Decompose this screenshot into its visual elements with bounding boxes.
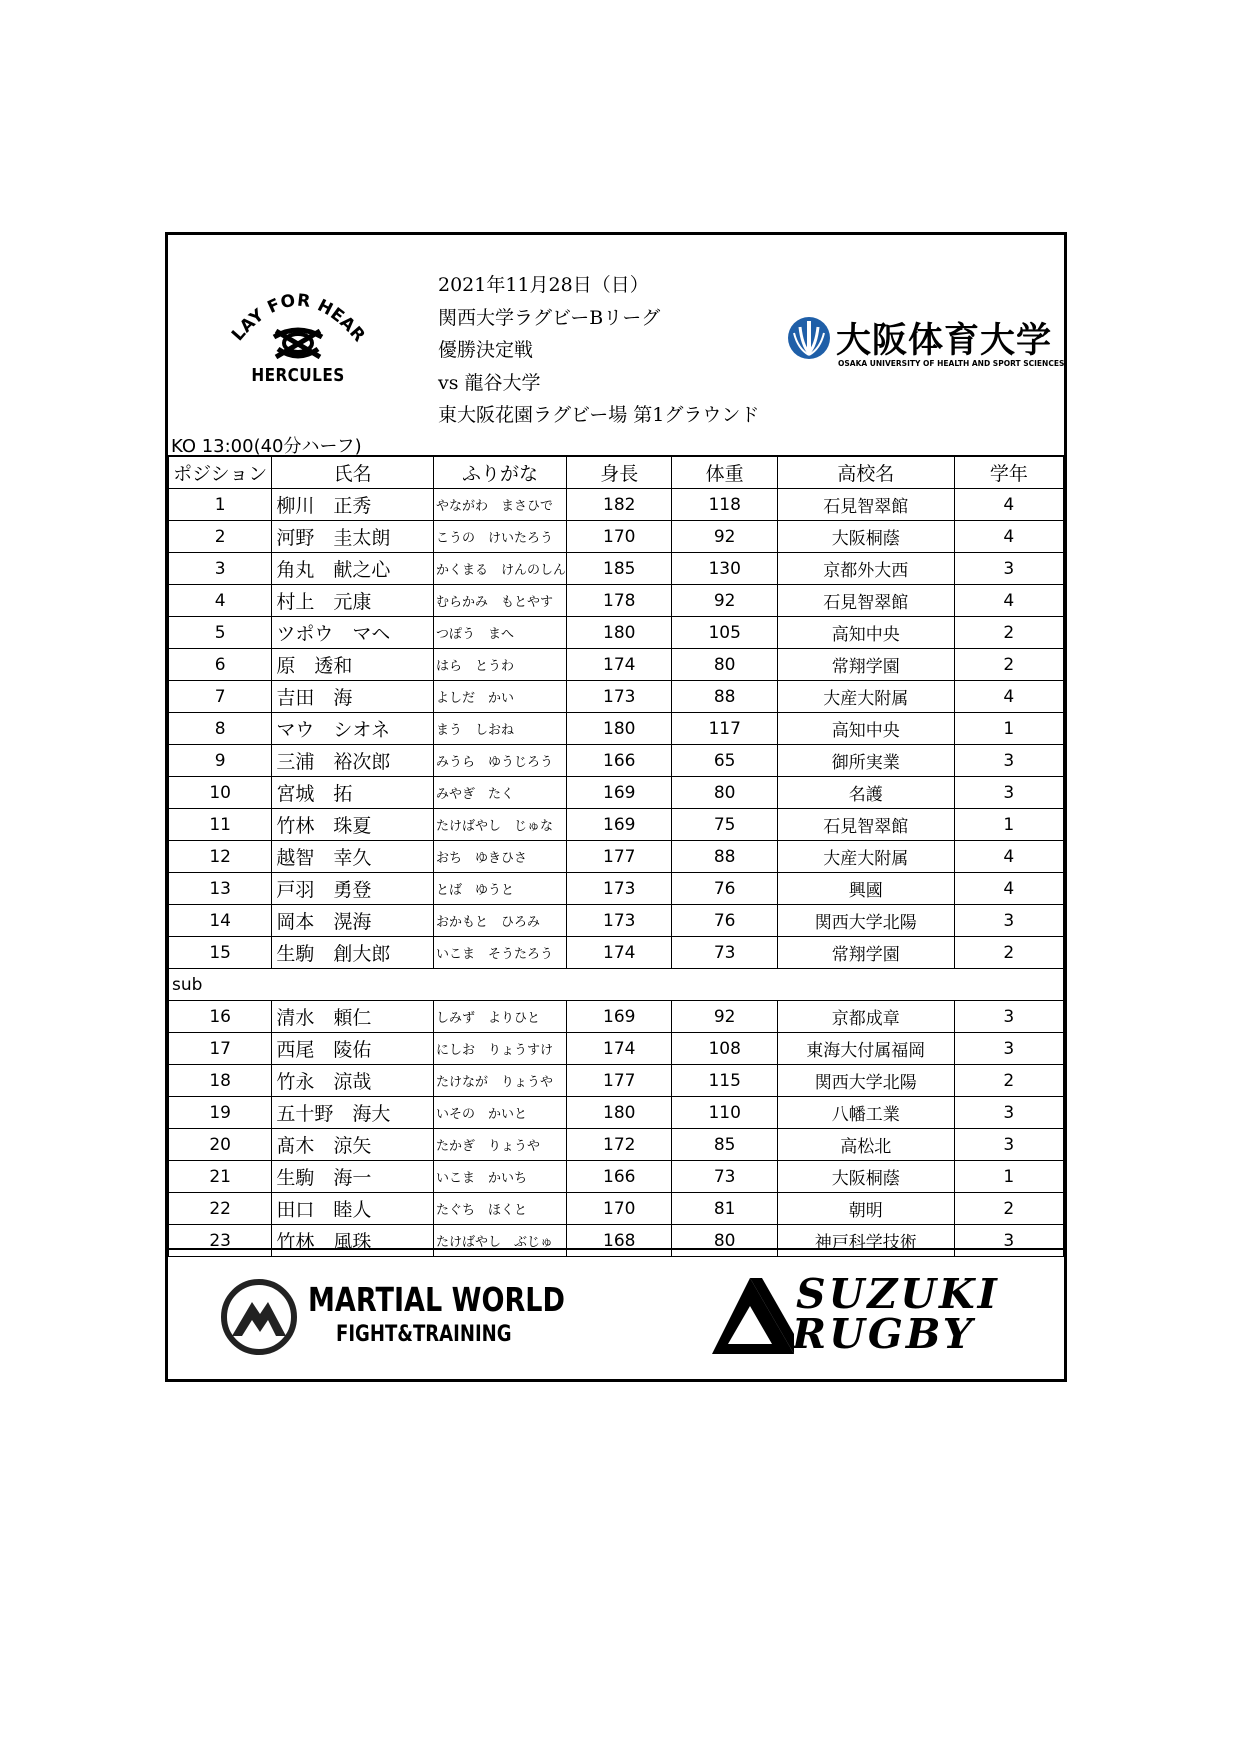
cell-height: 182 <box>567 489 672 521</box>
cell-pos: 15 <box>169 937 272 969</box>
rugby-text: RUGBY <box>792 1310 976 1358</box>
cell-height: 166 <box>567 1161 672 1193</box>
cell-weight: 110 <box>672 1097 777 1129</box>
table-row <box>169 777 1064 809</box>
cell-pos: 6 <box>169 649 272 681</box>
match-info <box>438 269 759 432</box>
cell-weight: 81 <box>672 1193 777 1225</box>
cell-pos: 10 <box>169 777 272 809</box>
cell-pos: 8 <box>169 713 272 745</box>
cell-kana: やながわ まさひで <box>434 489 567 521</box>
cell-weight: 80 <box>672 777 777 809</box>
cell-weight: 76 <box>672 873 777 905</box>
col-furigana: ふりがな <box>434 456 567 489</box>
cell-year: 2 <box>954 937 1063 969</box>
cell-name: 髙木 涼矢 <box>272 1129 434 1161</box>
cell-year: 3 <box>954 1129 1063 1161</box>
table-row <box>169 841 1064 873</box>
cell-name: 西尾 陵佑 <box>272 1033 434 1065</box>
sub-separator-row <box>169 969 1064 1001</box>
cell-weight: 65 <box>672 745 777 777</box>
cell-year: 1 <box>954 1161 1063 1193</box>
table-row <box>169 1097 1064 1129</box>
cell-school: 関西大学北陽 <box>777 905 954 937</box>
cell-year: 3 <box>954 777 1063 809</box>
cell-pos: 20 <box>169 1129 272 1161</box>
cell-year: 1 <box>954 713 1063 745</box>
table-row <box>169 1161 1064 1193</box>
col-year: 学年 <box>954 456 1063 489</box>
cell-weight: 80 <box>672 1225 777 1257</box>
cell-school: 八幡工業 <box>777 1097 954 1129</box>
table-row <box>169 617 1064 649</box>
cell-name: マウ シオネ <box>272 713 434 745</box>
cell-name: 清水 頼仁 <box>272 1001 434 1033</box>
cell-name: 戸羽 勇登 <box>272 873 434 905</box>
cell-kana: いこま そうたろう <box>434 937 567 969</box>
opponent: vs 龍谷大学 <box>438 371 541 394</box>
table-row <box>169 1001 1064 1033</box>
table-row <box>169 649 1064 681</box>
table-row <box>169 521 1064 553</box>
cell-name: ツポウ マヘ <box>272 617 434 649</box>
cell-weight: 73 <box>672 1161 777 1193</box>
cell-school: 大産大附属 <box>777 841 954 873</box>
martial-world-logo <box>220 1274 566 1364</box>
cell-year: 4 <box>954 489 1063 521</box>
roster-sheet <box>165 232 1067 1382</box>
cell-height: 173 <box>567 905 672 937</box>
cell-weight: 92 <box>672 585 777 617</box>
col-school: 高校名 <box>777 456 954 489</box>
cell-name: 田口 睦人 <box>272 1193 434 1225</box>
table-row <box>169 905 1064 937</box>
cell-pos: 9 <box>169 745 272 777</box>
cell-year: 3 <box>954 553 1063 585</box>
cell-school: 神戸科学技術 <box>777 1225 954 1257</box>
cell-weight: 92 <box>672 1001 777 1033</box>
martial-world-title: MARTIAL WORLD <box>308 1280 566 1319</box>
cell-height: 169 <box>567 1001 672 1033</box>
cell-kana: たぐち ほくと <box>434 1193 567 1225</box>
cell-name: 吉田 海 <box>272 681 434 713</box>
cell-weight: 76 <box>672 905 777 937</box>
cell-weight: 115 <box>672 1065 777 1097</box>
cell-school: 常翔学園 <box>777 649 954 681</box>
hercules-text: HERCULES <box>251 365 345 386</box>
cell-weight: 108 <box>672 1033 777 1065</box>
table-row <box>169 1065 1064 1097</box>
cell-kana: かくまる けんのしん <box>434 553 567 585</box>
cell-school: 大阪桐蔭 <box>777 521 954 553</box>
cell-weight: 88 <box>672 681 777 713</box>
cell-name: 岡本 滉海 <box>272 905 434 937</box>
roster-table <box>168 455 1064 1257</box>
cell-school: 石見智翠館 <box>777 809 954 841</box>
league-name: 関西大学ラグビーBリーグ <box>438 306 661 329</box>
roster-body <box>169 489 1064 1257</box>
cell-pos: 23 <box>169 1225 272 1257</box>
cell-height: 169 <box>567 809 672 841</box>
match-date: 2021年11月28日（日） <box>438 274 649 296</box>
cell-kana: いこま かいち <box>434 1161 567 1193</box>
cell-name: 五十野 海大 <box>272 1097 434 1129</box>
cell-weight: 130 <box>672 553 777 585</box>
cell-height: 180 <box>567 713 672 745</box>
cell-kana: たけなが りょうや <box>434 1065 567 1097</box>
cell-school: 高知中央 <box>777 617 954 649</box>
cell-pos: 2 <box>169 521 272 553</box>
col-height: 身長 <box>567 456 672 489</box>
cell-weight: 85 <box>672 1129 777 1161</box>
cell-pos: 4 <box>169 585 272 617</box>
suzuki-rugby-logo <box>708 1266 1008 1366</box>
cell-year: 4 <box>954 521 1063 553</box>
cell-kana: たかぎ りょうや <box>434 1129 567 1161</box>
table-row <box>169 745 1064 777</box>
cell-pos: 3 <box>169 553 272 585</box>
table-row <box>169 873 1064 905</box>
cell-year: 2 <box>954 649 1063 681</box>
match-type: 優勝決定戦 <box>438 339 534 361</box>
cell-pos: 19 <box>169 1097 272 1129</box>
cell-kana: みうら ゆうじろう <box>434 745 567 777</box>
table-row <box>169 1033 1064 1065</box>
cell-school: 常翔学園 <box>777 937 954 969</box>
table-row <box>169 1193 1064 1225</box>
cell-school: 京都成章 <box>777 1001 954 1033</box>
cell-name: 原 透和 <box>272 649 434 681</box>
cell-kana: はら とうわ <box>434 649 567 681</box>
cell-name: 河野 圭太朗 <box>272 521 434 553</box>
cell-school: 高松北 <box>777 1129 954 1161</box>
cell-school: 大阪桐蔭 <box>777 1161 954 1193</box>
university-name: 大阪体育大学 <box>836 321 1053 361</box>
cell-height: 173 <box>567 873 672 905</box>
cell-year: 4 <box>954 873 1063 905</box>
cell-pos: 5 <box>169 617 272 649</box>
col-name: 氏名 <box>272 456 434 489</box>
cell-year: 2 <box>954 617 1063 649</box>
cell-height: 169 <box>567 777 672 809</box>
cell-height: 170 <box>567 1193 672 1225</box>
table-row <box>169 937 1064 969</box>
cell-kana: つぽう まへ <box>434 617 567 649</box>
cell-height: 168 <box>567 1225 672 1257</box>
cell-year: 4 <box>954 585 1063 617</box>
university-emblem-icon <box>786 315 832 361</box>
cell-year: 3 <box>954 1001 1063 1033</box>
cell-year: 3 <box>954 1097 1063 1129</box>
cell-name: 角丸 献之心 <box>272 553 434 585</box>
cell-height: 170 <box>567 521 672 553</box>
cell-name: 竹林 風珠 <box>272 1225 434 1257</box>
cell-weight: 80 <box>672 649 777 681</box>
cell-name: 越智 幸久 <box>272 841 434 873</box>
cell-pos: 16 <box>169 1001 272 1033</box>
cell-height: 177 <box>567 1065 672 1097</box>
cell-kana: こうの けいたろう <box>434 521 567 553</box>
cell-kana: にしお りょうすけ <box>434 1033 567 1065</box>
martial-world-subtitle: FIGHT&TRAINING <box>336 1322 512 1347</box>
cell-height: 173 <box>567 681 672 713</box>
cell-kana: おかもと ひろみ <box>434 905 567 937</box>
cell-school: 大産大附属 <box>777 681 954 713</box>
triangle-logo-icon <box>708 1272 798 1362</box>
cell-school: 高知中央 <box>777 713 954 745</box>
venue: 東大阪花園ラグビー場 第1グラウンド <box>438 404 760 426</box>
cell-kana: まう しおね <box>434 713 567 745</box>
cell-weight: 88 <box>672 841 777 873</box>
cell-school: 石見智翠館 <box>777 585 954 617</box>
cell-weight: 117 <box>672 713 777 745</box>
cell-name: 柳川 正秀 <box>272 489 434 521</box>
hercules-arc-text: LAY FOR HEAR <box>227 290 369 346</box>
cell-pos: 12 <box>169 841 272 873</box>
cell-kana: むらかみ もとやす <box>434 585 567 617</box>
table-row <box>169 681 1064 713</box>
col-weight: 体重 <box>672 456 777 489</box>
cell-year: 2 <box>954 1065 1063 1097</box>
cell-weight: 118 <box>672 489 777 521</box>
cell-weight: 73 <box>672 937 777 969</box>
cell-height: 180 <box>567 617 672 649</box>
cell-school: 石見智翠館 <box>777 489 954 521</box>
cell-year: 1 <box>954 809 1063 841</box>
cell-name: 竹林 珠夏 <box>272 809 434 841</box>
table-header-row <box>169 456 1064 489</box>
cell-weight: 105 <box>672 617 777 649</box>
university-english-name: OSAKA UNIVERSITY OF HEALTH AND SPORT SCIENCES <box>838 359 1065 368</box>
table-row <box>169 1129 1064 1161</box>
cell-school: 朝明 <box>777 1193 954 1225</box>
table-row <box>169 585 1064 617</box>
cell-pos: 1 <box>169 489 272 521</box>
cell-pos: 13 <box>169 873 272 905</box>
cell-school: 御所実業 <box>777 745 954 777</box>
cell-kana: たけばやし ぶじゅ <box>434 1225 567 1257</box>
cell-kana: みやぎ たく <box>434 777 567 809</box>
cell-kana: たけばやし じゅな <box>434 809 567 841</box>
cell-kana: とば ゆうと <box>434 873 567 905</box>
cell-pos: 11 <box>169 809 272 841</box>
kickoff-time: KO 13:00(40分ハーフ) <box>171 436 362 457</box>
sponsor-footer <box>168 1248 1064 1380</box>
cell-name: 村上 元康 <box>272 585 434 617</box>
cell-pos: 21 <box>169 1161 272 1193</box>
cell-school: 京都外大西 <box>777 553 954 585</box>
col-position: ポジション <box>169 456 272 489</box>
cell-height: 174 <box>567 1033 672 1065</box>
cell-height: 185 <box>567 553 672 585</box>
cell-pos: 14 <box>169 905 272 937</box>
cell-name: 三浦 裕次郎 <box>272 745 434 777</box>
cell-school: 名護 <box>777 777 954 809</box>
cell-year: 2 <box>954 1193 1063 1225</box>
cell-name: 生駒 創大郎 <box>272 937 434 969</box>
cell-pos: 22 <box>169 1193 272 1225</box>
cell-height: 178 <box>567 585 672 617</box>
cell-year: 3 <box>954 745 1063 777</box>
cell-kana: よしだ かい <box>434 681 567 713</box>
cell-kana: しみず よりひと <box>434 1001 567 1033</box>
cell-school: 関西大学北陽 <box>777 1065 954 1097</box>
table-row <box>169 809 1064 841</box>
cell-name: 宮城 拓 <box>272 777 434 809</box>
table-row <box>169 489 1064 521</box>
cell-kana: おち ゆきひさ <box>434 841 567 873</box>
cell-height: 177 <box>567 841 672 873</box>
cell-weight: 92 <box>672 521 777 553</box>
cell-year: 3 <box>954 1033 1063 1065</box>
university-logo <box>786 315 1065 375</box>
cell-name: 竹永 涼哉 <box>272 1065 434 1097</box>
table-row <box>169 713 1064 745</box>
hercules-logo <box>218 279 378 389</box>
cell-year: 3 <box>954 1225 1063 1257</box>
cell-year: 4 <box>954 681 1063 713</box>
table-row <box>169 553 1064 585</box>
cell-pos: 7 <box>169 681 272 713</box>
cell-height: 180 <box>567 1097 672 1129</box>
cell-school: 興國 <box>777 873 954 905</box>
cell-kana: いその かいと <box>434 1097 567 1129</box>
cell-year: 4 <box>954 841 1063 873</box>
suzuki-text: SUZUKI <box>796 1270 1000 1318</box>
sub-label: sub <box>169 969 1064 1001</box>
cell-year: 3 <box>954 905 1063 937</box>
cell-pos: 18 <box>169 1065 272 1097</box>
cell-weight: 75 <box>672 809 777 841</box>
mountain-circle-icon <box>220 1278 298 1356</box>
cell-height: 172 <box>567 1129 672 1161</box>
cell-height: 166 <box>567 745 672 777</box>
cell-pos: 17 <box>169 1033 272 1065</box>
cell-height: 174 <box>567 937 672 969</box>
cell-height: 174 <box>567 649 672 681</box>
cell-name: 生駒 海一 <box>272 1161 434 1193</box>
cell-school: 東海大付属福岡 <box>777 1033 954 1065</box>
